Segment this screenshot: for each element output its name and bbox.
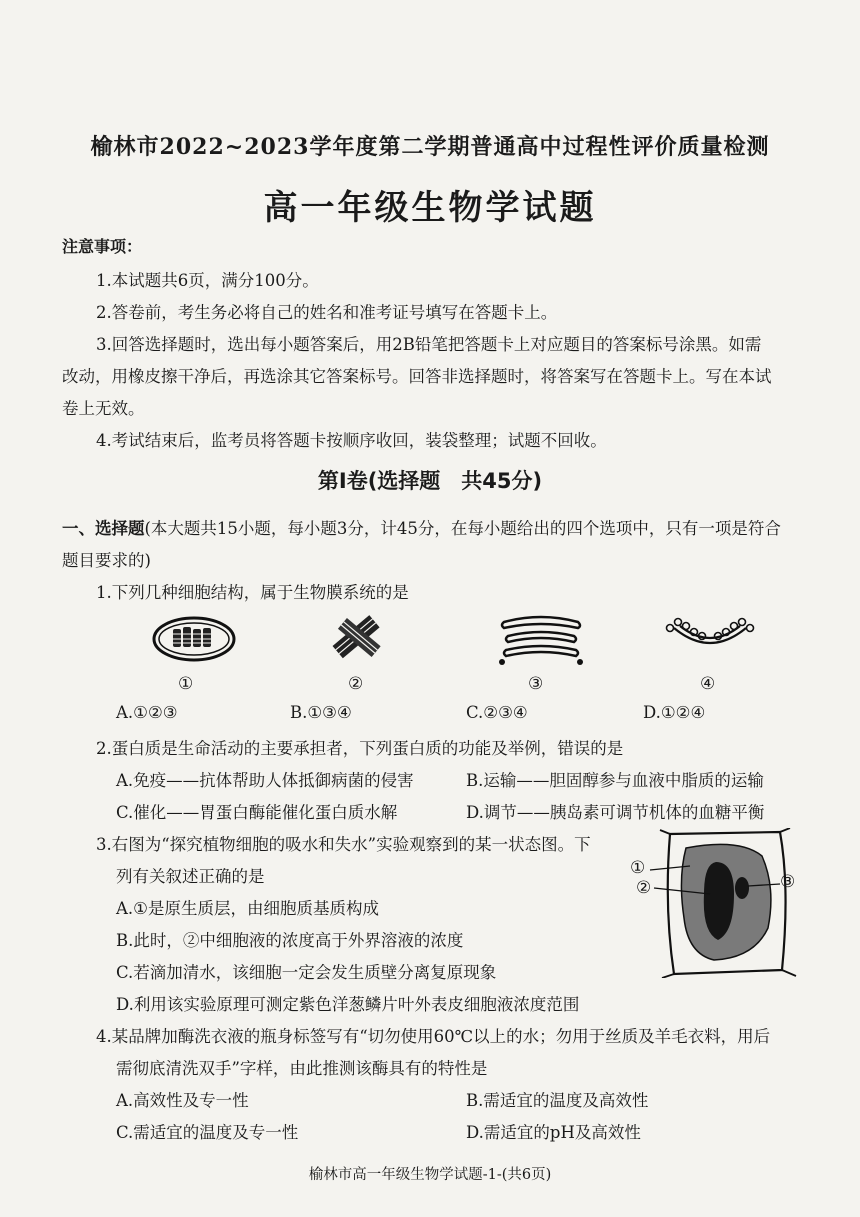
page-footer: 榆林市高一年级生物学试题-1-(共6页) xyxy=(308,1167,552,1183)
subject-title: 高一年级生物学试题 xyxy=(263,188,597,228)
section-instruction-line-1 xyxy=(62,515,781,539)
q2-option-c[interactable]: C.催化——胃蛋白酶能催化蛋白质水解 xyxy=(116,803,398,822)
q2-option-d[interactable]: D.调节——胰岛素可调节机体的血糖平衡 xyxy=(466,803,765,822)
q1-stem: 1.下列几种细胞结构，属于生物膜系统的是 xyxy=(96,583,409,602)
q1-fig-label-4: ④ xyxy=(700,674,716,694)
q1-option-c[interactable]: C.②③④ xyxy=(466,703,528,722)
q3-fig-label-1: ① xyxy=(630,858,646,878)
exam-title: 榆林市2022~2023学年度第二学期普通高中过程性评价质量检测 xyxy=(90,134,770,160)
q3-fig-label-3: ③ xyxy=(780,872,796,892)
q2-option-a[interactable]: A.免疫——抗体帮助人体抵御病菌的侵害 xyxy=(116,771,414,790)
endoplasmic-reticulum-figure xyxy=(664,616,756,660)
section-instruction-line-2: 题目要求的) xyxy=(62,551,151,570)
q3-option-b[interactable]: B.此时，②中细胞液的浓度高于外界溶液的浓度 xyxy=(116,931,464,950)
q4-option-d[interactable]: D.需适宜的pH及高效性 xyxy=(466,1123,641,1142)
q4-option-a[interactable]: A.高效性及专一性 xyxy=(116,1091,249,1110)
q1-figures xyxy=(0,606,860,706)
q3-stem-line-1: 3.右图为“探究植物细胞的吸水和失水”实验观察到的某一状态图。下 xyxy=(96,835,591,854)
plant-cell-figure xyxy=(630,828,800,978)
q3-stem-line-2: 列有关叙述正确的是 xyxy=(116,867,265,886)
q3-fig-label-2: ② xyxy=(636,878,652,898)
section-title: 第Ⅰ卷(选择题 共45分) xyxy=(317,469,543,493)
section-instruction-label: 一、选择题 xyxy=(62,519,145,538)
q1-fig-label-2: ② xyxy=(348,674,364,694)
golgi-figure xyxy=(496,610,586,670)
notice-item-1: 1.本试题共6页，满分100分。 xyxy=(96,271,319,290)
q4-stem-line-2: 需彻底清洗双手”字样，由此推测该酶具有的特性是 xyxy=(116,1059,488,1078)
notice-item-3-line-3: 卷上无效。 xyxy=(62,399,145,418)
q1-option-d[interactable]: D.①②④ xyxy=(643,703,706,722)
q3-option-d[interactable]: D.利用该实验原理可测定紫色洋葱鳞片叶外表皮细胞液浓度范围 xyxy=(116,995,580,1014)
q2-option-b[interactable]: B.运输——胆固醇参与血液中脂质的运输 xyxy=(466,771,764,790)
notice-item-2: 2.答卷前，考生务必将自己的姓名和准考证号填写在答题卡上。 xyxy=(96,303,558,322)
q3-option-c[interactable]: C.若滴加清水，该细胞一定会发生质壁分离复原现象 xyxy=(116,963,497,982)
section-instruction-text: (本大题共15小题，每小题3分，计45分，在每小题给出的四个选项中，只有一项是符合 xyxy=(144,519,781,538)
plasmolysis-cell-drawing xyxy=(630,828,800,978)
q2-stem: 2.蛋白质是生命活动的主要承担者，下列蛋白质的功能及举例，错误的是 xyxy=(96,739,624,758)
notice-item-3-line-2: 改动，用橡皮擦干净后，再选涂其它答案标号。回答非选择题时，将答案写在答题卡上。写在本试 xyxy=(62,367,772,386)
notice-item-3-line-1: 3.回答选择题时，选出每小题答案后，用2B铅笔把答题卡上对应题目的答案标号涂黑。如需 xyxy=(96,335,762,354)
q1-fig-label-3: ③ xyxy=(528,674,544,694)
centrosome-figure xyxy=(326,608,390,670)
q1-option-a[interactable]: A.①②③ xyxy=(116,703,178,722)
q4-option-c[interactable]: C.需适宜的温度及专一性 xyxy=(116,1123,299,1142)
chloroplast-figure xyxy=(150,614,238,664)
q3-option-a[interactable]: A.①是原生质层，由细胞质基质构成 xyxy=(116,899,379,918)
q1-fig-label-1: ① xyxy=(178,674,194,694)
q1-option-b[interactable]: B.①③④ xyxy=(290,703,352,722)
q4-option-b[interactable]: B.需适宜的温度及高效性 xyxy=(466,1091,649,1110)
q4-stem-line-1: 4.某品牌加酶洗衣液的瓶身标签写有“切勿使用60℃以上的水；勿用于丝质及羊毛衣料，用后 xyxy=(96,1027,771,1046)
notice-heading: 注意事项： xyxy=(62,237,143,256)
notice-item-4: 4.考试结束后，监考员将答题卡按顺序收回，装袋整理；试题不回收。 xyxy=(96,431,607,450)
